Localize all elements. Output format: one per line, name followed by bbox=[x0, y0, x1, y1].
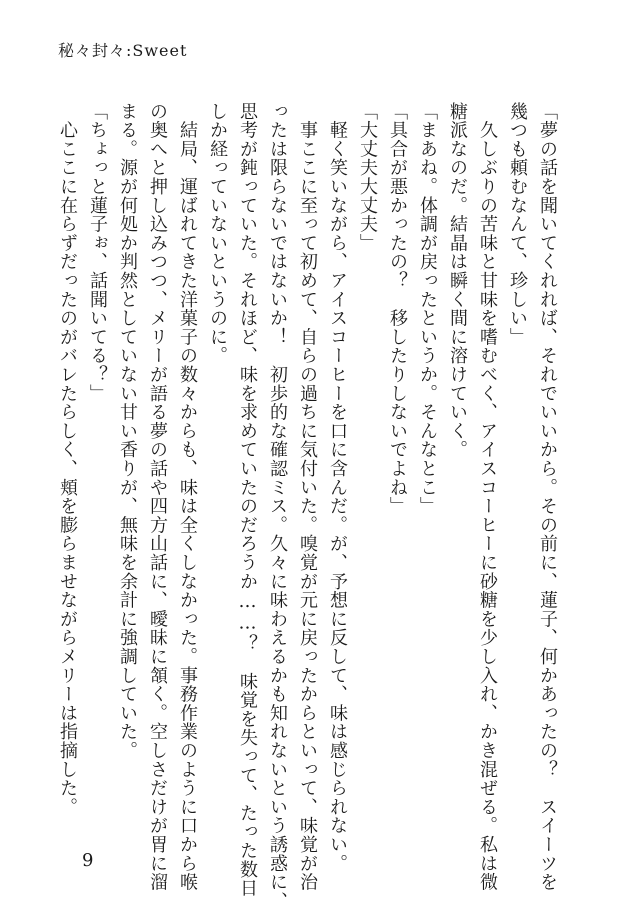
text-column: まる。源が何処か判然としていない甘い香りが、無味を余計に強調していた。 bbox=[117, 102, 138, 760]
running-header: 秘々封々:Sweet bbox=[58, 41, 188, 60]
text-column: 心ここに在らずだったのがバレたらしく、頬を膨らませながらメリーは指摘した。 bbox=[57, 102, 78, 817]
text-column: の奥へと押し込みつつ、メリーが語る夢の話や四方山話に、曖昧に頷く。空しさだけが胃に溜 bbox=[147, 102, 168, 892]
vertical-text-body bbox=[54, 102, 560, 910]
text-column: 事ここに至って初めて、自らの過ちに気付いた。嗅覚が元に戻ったからといって、味覚が治 bbox=[297, 102, 318, 892]
text-column: 思考が鈍っていた。それほど、味を求めていたのだろうか……？ 味覚を失って、たった数日 bbox=[237, 102, 258, 898]
text-column: 糖派なのだ。結晶は瞬く間に溶けていく。 bbox=[447, 102, 468, 460]
text-column: 「具合が悪かったの？ 移したりしないでよね」 bbox=[387, 102, 408, 516]
text-column: 「大丈夫大丈夫」 bbox=[357, 102, 378, 253]
text-column: 「ちょっと蓮子ぉ、話聞いてる？」 bbox=[87, 102, 108, 403]
text-column: 「夢の話を聞いてくれれば、それでいいから。その前に、蓮子、何かあったの？ スイーツを bbox=[537, 102, 558, 892]
text-column: 幾つも頼むなんて、珍しい」 bbox=[507, 102, 528, 347]
text-column: しか経っていないというのに。 bbox=[207, 102, 228, 366]
text-column: 「まあね。体調が戻ったというか。そんなとこ」 bbox=[417, 102, 438, 516]
text-column: ったは限らないではないか！ 初歩的な確認ミス。久々に味わえるかも知れないという誘惑に、 bbox=[267, 102, 288, 910]
page-number: 9 bbox=[82, 850, 94, 871]
text-column: 久しぶりの苦味と甘味を嗜むべく、アイスコーヒーに砂糖を少し入れ、かき混ぜる。私は微 bbox=[477, 102, 498, 892]
text-column: 結局、運ばれてきた洋菓子の数々からも、味は全くしなかった。事務作業のように口から喉 bbox=[177, 102, 198, 892]
text-column: 軽く笑いながら、アイスコーヒーを口に含んだ。が、予想に反して、味は感じられない。 bbox=[327, 102, 348, 873]
